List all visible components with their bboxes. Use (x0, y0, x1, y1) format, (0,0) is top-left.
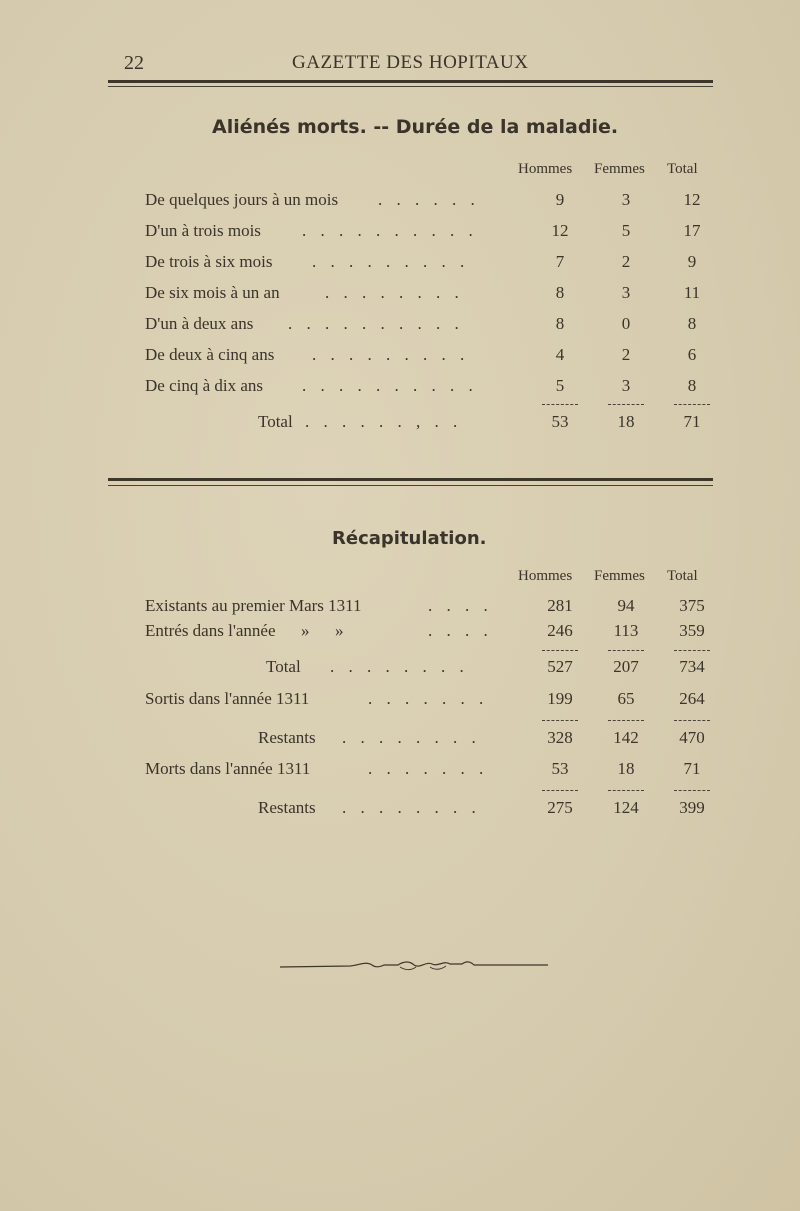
cell-femmes: 3 (621, 190, 631, 209)
cell-total: 11 (683, 283, 701, 302)
table-row (0, 221, 800, 251)
cell-femmes: 124 (613, 798, 639, 817)
cell-femmes: 2 (621, 345, 631, 364)
cell-hommes: 281 (547, 596, 573, 615)
cell-total: 12 (683, 190, 701, 209)
sum-rule (608, 404, 644, 405)
row-label: Existants au premier Mars 1311 (145, 596, 362, 615)
row-label: Total (258, 412, 293, 431)
row-label: De trois à six mois (145, 252, 273, 271)
sum-rule (674, 404, 710, 405)
cell-femmes: 142 (613, 728, 639, 747)
row-label: De six mois à un an (145, 283, 280, 302)
row-label: Entrés dans l'année » » (145, 621, 344, 640)
cell-total: 470 (679, 728, 705, 747)
total-row (0, 412, 800, 442)
cell-total: 6 (687, 345, 697, 364)
cell-femmes: 18 (617, 759, 635, 778)
cell-total: 359 (679, 621, 705, 640)
column-header-hommes: Hommes (518, 568, 573, 584)
row-label: Restants (258, 728, 316, 747)
sum-rule (674, 790, 710, 791)
cell-femmes: 3 (621, 376, 631, 395)
cell-femmes: 3 (621, 283, 631, 302)
cell-femmes: 18 (617, 412, 635, 431)
leader-dots: . . . . . . . . (325, 283, 464, 302)
cell-total: 264 (679, 689, 705, 708)
section-separator-thin (108, 485, 713, 486)
cell-hommes: 8 (555, 314, 565, 333)
cell-hommes: 246 (547, 621, 573, 640)
row-label: De quelques jours à un mois (145, 190, 339, 209)
cell-total: 71 (683, 412, 701, 431)
cell-femmes: 65 (617, 689, 635, 708)
sum-rule (542, 720, 578, 721)
column-header-total: Total (667, 161, 698, 177)
leader-dots: . . . . . . . . . (312, 252, 470, 271)
table-row (0, 252, 800, 282)
leader-dots: . . . . . . . (368, 689, 489, 708)
cell-total: 399 (679, 798, 705, 817)
table-row (0, 376, 800, 406)
cell-femmes: 5 (621, 221, 631, 240)
cell-total: 8 (687, 376, 697, 395)
section-title-deaths: Aliénés morts. -- Durée de la maladie. (212, 116, 619, 138)
cell-hommes: 328 (547, 728, 573, 747)
cell-total: 375 (679, 596, 705, 615)
sum-rule (608, 790, 644, 791)
leader-dots: . . . . (428, 596, 493, 615)
cell-hommes: 275 (547, 798, 573, 817)
leader-dots: . . . . . . (378, 190, 480, 209)
leader-dots: . . . . . . . . . . (302, 221, 478, 240)
header-rule-thin (108, 86, 713, 87)
table-row (0, 314, 800, 344)
cell-femmes: 2 (621, 252, 631, 271)
cell-hommes: 5 (555, 376, 565, 395)
leader-dots: . . . . . . . (368, 759, 489, 778)
section-separator (108, 478, 713, 481)
cell-hommes: 9 (555, 190, 565, 209)
running-head: GAZETTE DES HOPITAUX (292, 52, 529, 73)
cell-hommes: 53 (551, 412, 569, 431)
table-row (0, 190, 800, 220)
table-row (0, 689, 800, 719)
table-row (0, 621, 800, 651)
leader-dots: . . . . . . , . . (305, 412, 463, 431)
column-header-hommes: Hommes (518, 161, 573, 177)
cell-total: 17 (683, 221, 701, 240)
leader-dots: . . . . . . . . . . (302, 376, 478, 395)
row-label: Sortis dans l'année 1311 (145, 689, 310, 708)
table-row (0, 759, 800, 789)
cell-hommes: 53 (551, 759, 569, 778)
cell-femmes: 0 (621, 314, 631, 333)
cell-hommes: 4 (555, 345, 565, 364)
sum-rule (608, 650, 644, 651)
leader-dots: . . . . . . . . (342, 798, 481, 817)
cell-femmes: 113 (613, 621, 639, 640)
sum-rule (608, 720, 644, 721)
cell-total: 8 (687, 314, 697, 333)
cell-hommes: 7 (555, 252, 565, 271)
column-header-femmes: Femmes (594, 161, 645, 177)
sum-rule (542, 404, 578, 405)
table-row (0, 657, 800, 687)
sum-rule (542, 650, 578, 651)
cell-hommes: 527 (547, 657, 573, 676)
sum-rule (674, 720, 710, 721)
cell-total: 9 (687, 252, 697, 271)
leader-dots: . . . . . . . . . . (288, 314, 464, 333)
cell-hommes: 12 (551, 221, 569, 240)
cell-hommes: 8 (555, 283, 565, 302)
leader-dots: . . . . . . . . (342, 728, 481, 747)
sum-rule (674, 650, 710, 651)
ornament-flourish-icon (280, 955, 548, 975)
row-label: D'un à trois mois (145, 221, 261, 240)
row-label: D'un à deux ans (145, 314, 254, 333)
table-row (0, 283, 800, 313)
sum-rule (542, 790, 578, 791)
cell-total: 734 (679, 657, 705, 676)
table-row (0, 345, 800, 375)
cell-femmes: 207 (613, 657, 639, 676)
page-number: 22 (124, 52, 144, 74)
cell-hommes: 199 (547, 689, 573, 708)
table-row (0, 798, 800, 828)
table-row (0, 728, 800, 758)
cell-total: 71 (683, 759, 701, 778)
leader-dots: . . . . (428, 621, 493, 640)
column-header-total: Total (667, 568, 698, 584)
leader-dots: . . . . . . . . . (312, 345, 470, 364)
column-header-femmes: Femmes (594, 568, 645, 584)
row-label: Total (266, 657, 301, 676)
cell-femmes: 94 (617, 596, 635, 615)
row-label: Restants (258, 798, 316, 817)
row-label: Morts dans l'année 1311 (145, 759, 311, 778)
header-rule (108, 80, 713, 83)
row-label: De deux à cinq ans (145, 345, 275, 364)
row-label: De cinq à dix ans (145, 376, 264, 395)
section-title-recap: Récapitulation. (332, 528, 487, 549)
leader-dots: . . . . . . . . (330, 657, 469, 676)
